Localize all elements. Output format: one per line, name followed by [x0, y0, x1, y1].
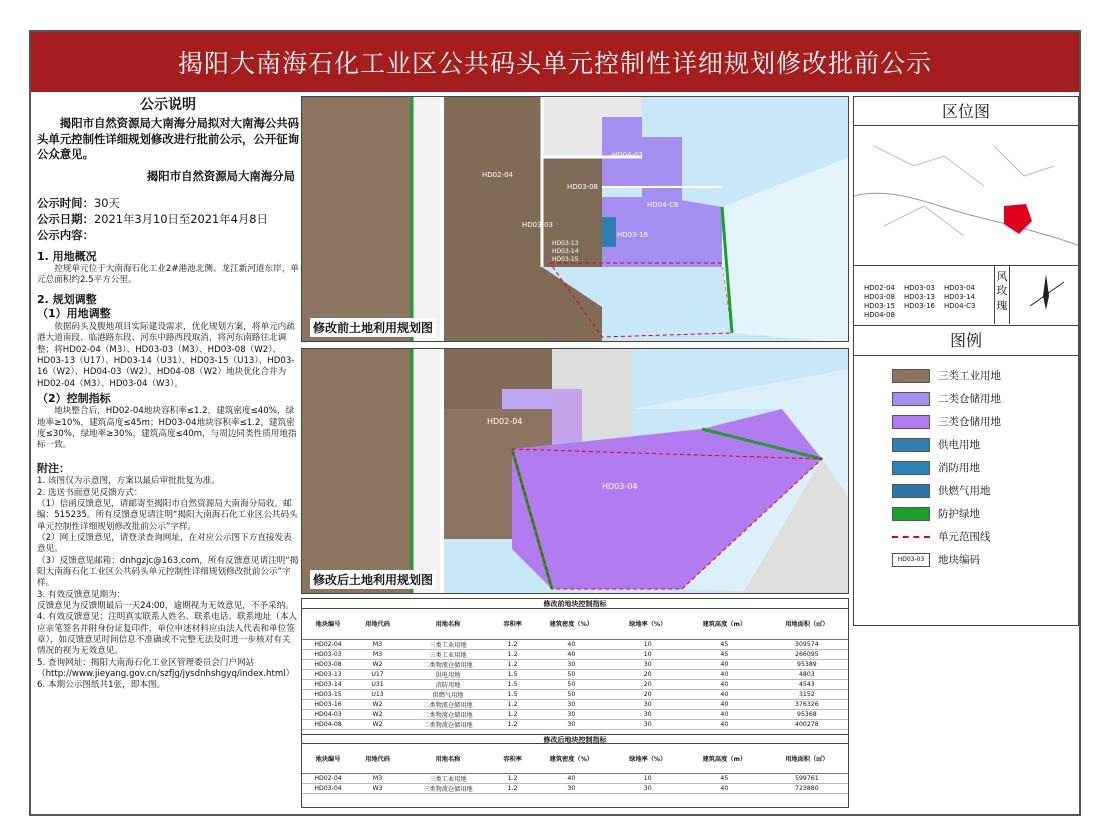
legend — [853, 356, 1079, 626]
section-2-2-title: （2）控制指标 — [37, 391, 111, 405]
table-cell: 50 — [530, 689, 612, 699]
table-cell: 40 — [683, 709, 766, 719]
legend-item — [854, 433, 1078, 456]
table-cell: W2 — [354, 709, 401, 719]
table-cell: 40 — [683, 784, 766, 794]
table-cell: 20 — [612, 679, 683, 689]
location-code: HD04-C3 — [944, 302, 976, 310]
table-cell: 1.2 — [495, 709, 530, 719]
table-cell: 30 — [530, 719, 612, 729]
table-cell: 45 — [683, 639, 766, 649]
table-cell: W2 — [354, 659, 401, 669]
table-cell: 1.5 — [495, 669, 530, 679]
legend-label: 二类仓储用地 — [938, 393, 1001, 405]
map-before-label: HD03-14 — [552, 248, 579, 255]
legend-swatch — [892, 438, 930, 452]
table-cell: 1.2 — [495, 659, 530, 669]
map-after-label: HD03-04 — [602, 482, 638, 491]
location-code: HD04-08 — [864, 311, 895, 319]
table-cell: HD03-04 — [302, 784, 354, 794]
legend-label: 供燃气用地 — [938, 485, 991, 497]
legend-swatch — [892, 369, 930, 383]
table-header-cell: 容积率 — [495, 744, 530, 774]
table-after — [302, 744, 848, 795]
table-cell: U17 — [354, 669, 401, 679]
table-cell: 二类物流仓储用地 — [401, 699, 495, 709]
table-cell: 30 — [612, 784, 683, 794]
table-cell: 95389 — [766, 659, 848, 669]
table-cell: 二类物流仓储用地 — [401, 719, 495, 729]
legend-swatch — [892, 507, 930, 521]
table-row — [302, 659, 848, 669]
legend-item — [854, 479, 1078, 502]
table-row — [302, 784, 848, 794]
location-code: HD03-04 — [944, 284, 975, 292]
table-before-title: 修改前地块控制指标 — [302, 599, 848, 609]
table-cell: 30 — [612, 659, 683, 669]
legend-item — [854, 548, 1078, 571]
table-cell: 30 — [612, 699, 683, 709]
table-cell: HD03-14 — [302, 679, 354, 689]
map-before-caption: 修改前土地利用规划图 — [310, 318, 436, 337]
table-cell: 三类工业用地 — [401, 774, 495, 784]
maps-column — [301, 96, 849, 594]
table-cell: 10 — [612, 649, 683, 659]
section-1-title: 1. 用地概况 — [37, 249, 97, 263]
table-cell: 二类物流仓储用地 — [401, 709, 495, 719]
table-cell: M3 — [354, 639, 401, 649]
legend-swatch — [892, 461, 930, 475]
map-before-label: HD03-08 — [567, 183, 598, 191]
note-item: 反馈意见为反馈期最后一天24:00，逾期视为无效意见，不予采纳。 — [37, 601, 294, 612]
notice-period: 公示时间：30天 — [37, 195, 120, 210]
note-item: 6. 本期公示图纸共1张，即本图。 — [37, 680, 166, 691]
table-header-cell: 用地面积（㎡） — [766, 609, 848, 639]
section-1-text: 控规单元位于大南海石化工业2#港池北侧、龙江新河道东岸，单元总面积约2.5平方公里。 — [37, 264, 299, 286]
table-cell: 376326 — [766, 699, 848, 709]
table-cell: 723880 — [766, 784, 848, 794]
table-cell: 40 — [683, 699, 766, 709]
wind-rose-icon — [1016, 266, 1076, 324]
table-cell: HD03-03 — [302, 649, 354, 659]
table-header-cell: 用地名称 — [401, 744, 495, 774]
legend-label: 供电用地 — [938, 439, 980, 451]
table-cell: 10 — [612, 639, 683, 649]
legend-item — [854, 387, 1078, 410]
note-item: （1）信函反馈意见，请邮寄至揭阳市自然资源局大南海分局收，邮编：515235。所有反馈意见请注明“揭阳大南海石化工业区公共码头单元控制性详细规划修改批前公示”字样。 — [37, 498, 298, 532]
table-cell: 50 — [530, 679, 612, 689]
table-row — [302, 719, 848, 729]
table-cell: W2 — [354, 699, 401, 709]
legend-label: 单元范围线 — [938, 531, 991, 543]
section-2-2-text: 地块整合后，HD02-04地块容积率≤1.2，建筑密度≤40%，绿地率≥10%，建筑高度≤45m；HD03-04地块容积率≤1.2，建筑密度≤30%，绿地率≥30%，建筑高度≤40m，与周边同类性质用地指标一致。 — [37, 406, 297, 451]
section-2-1-text: 依据码头及腹地项目实际建设需求，优化规划方案，将单元内疏港大道南段、临港路东段、河东中路西段取消，将河东南路往北调整；将HD02-04（M3）、HD03-03（M3）、HD03-08（W2）、HD03-13（U17）、HD03-14（U31）、HD03-15（U13）、HD03-16（W2）、HD04-03（W2）、HD04-08（W2）地块优化合并为HD02-04（M3）、HD03-04（W3）。 — [37, 321, 295, 389]
table-cell: 三类物流仓储用地 — [401, 784, 495, 794]
legend-label: 消防用地 — [938, 462, 980, 474]
notice-date: 公示日期：2021年3月10日至2021年4月8日 — [37, 211, 268, 226]
table-cell: 40 — [530, 774, 612, 784]
notes-list — [37, 476, 299, 692]
table-cell: 400278 — [766, 719, 848, 729]
map-before-label: HD02-04 — [482, 171, 513, 179]
location-code-grid — [864, 284, 984, 319]
table-row — [302, 774, 848, 784]
table-cell: 10 — [612, 774, 683, 784]
table-cell: 309574 — [766, 639, 848, 649]
table-cell: 40 — [530, 649, 612, 659]
legend-item — [854, 525, 1078, 548]
table-cell: 1.2 — [495, 639, 530, 649]
map-before-label: HD04-C8 — [647, 201, 679, 209]
map-after-caption: 修改后土地利用规划图 — [310, 570, 436, 589]
map-after-label: HD02-04 — [487, 417, 523, 426]
table-header-cell: 建筑密度（%） — [530, 744, 612, 774]
map-before-label: HD03-16 — [617, 231, 648, 239]
table-cell: HD02-04 — [302, 774, 354, 784]
section-2-title: 2. 规划调整 — [37, 292, 97, 306]
legend-label: 防护绿地 — [938, 508, 980, 520]
table-cell: 40 — [683, 659, 766, 669]
table-row — [302, 649, 848, 659]
location-code: HD03-03 — [904, 284, 935, 292]
notice-heading: 公示说明 — [140, 97, 196, 113]
map-before-label: HD03-03 — [522, 221, 553, 229]
table-header-cell: 地块编号 — [302, 744, 354, 774]
legend-swatch — [892, 484, 930, 498]
table-cell: 1.2 — [495, 649, 530, 659]
table-cell: 1.2 — [495, 774, 530, 784]
notice-board — [29, 30, 1081, 816]
legend-item — [854, 502, 1078, 525]
notice-intro: 揭阳市自然资源局大南海分局拟对大南海公共码头单元控制性详细规划修改进行批前公示，公开征询公众意见。 — [37, 116, 299, 162]
table-cell: 45 — [683, 649, 766, 659]
table-cell: 95368 — [766, 709, 848, 719]
location-code: HD03-13 — [904, 293, 935, 301]
table-cell: 45 — [683, 774, 766, 784]
table-cell: 3152 — [766, 689, 848, 699]
table-cell: 599761 — [766, 774, 848, 784]
banner-title: 揭阳大南海石化工业区公共码头单元控制性详细规划修改批前公示 — [31, 32, 1079, 92]
legend-label: 地块编码 — [938, 554, 980, 566]
location-map — [853, 126, 1079, 266]
table-cell: 供燃气用地 — [401, 689, 495, 699]
note-item: 4. 有效反馈意见：注明真实联系人姓名、联系电话、联系地址（本人应亲笔签名并附身份证复印件，单位申述材料应由法人代表和单位签章），如反馈意见时间信息不准确或不完整无法及时进一步核对有关情况的视为无效意见。 — [37, 612, 298, 657]
table-cell: 30 — [530, 784, 612, 794]
table-row — [302, 669, 848, 679]
note-item: 2. 选送书面意见反馈方式： — [37, 487, 143, 498]
table-cell: 三类工业用地 — [401, 649, 495, 659]
note-item: 1. 该图仅为示意图，方案以最后审批批复为准。 — [37, 476, 220, 487]
table-cell: 20 — [612, 669, 683, 679]
table-cell: HD03-08 — [302, 659, 354, 669]
table-cell: 30 — [530, 709, 612, 719]
table-cell: 三类工业用地 — [401, 639, 495, 649]
table-cell: 40 — [530, 639, 612, 649]
table-cell: M3 — [354, 774, 401, 784]
notice-column — [37, 96, 299, 808]
table-cell: M3 — [354, 649, 401, 659]
table-cell: 1.2 — [495, 784, 530, 794]
map-before-label: HD03-13 — [552, 240, 579, 247]
table-header-cell: 地块编号 — [302, 609, 354, 639]
location-code: HD03-14 — [944, 293, 975, 301]
note-item: （3）反馈意见邮箱：dnhgzjc@163.com，所有反馈意见请注明“揭阳大南海石化工业区公共码头单元控制性详细规划修改批前公示”字样。 — [37, 555, 299, 589]
map-after — [301, 348, 849, 594]
table-cell: 30 — [530, 659, 612, 669]
table-row — [302, 639, 848, 649]
table-cell: W2 — [354, 719, 401, 729]
table-cell: HD04-03 — [302, 709, 354, 719]
table-cell: 40 — [683, 679, 766, 689]
table-cell: HD03-16 — [302, 699, 354, 709]
table-header-cell: 用地面积（㎡） — [766, 744, 848, 774]
table-cell: HD03-15 — [302, 689, 354, 699]
location-code: HD02-04 — [864, 284, 895, 292]
table-cell: 40 — [683, 719, 766, 729]
notice-content-label: 公示内容： — [37, 227, 94, 242]
map-before-label: HD04-03 — [612, 151, 643, 159]
table-cell: 4543 — [766, 679, 848, 689]
table-header-cell: 容积率 — [495, 609, 530, 639]
legend-heading: 图例 — [853, 326, 1079, 356]
table-cell: 1.5 — [495, 689, 530, 699]
indicator-tables — [301, 598, 849, 808]
notice-org: 揭阳市自然资源局大南海分局 — [146, 168, 295, 183]
table-cell: 30 — [612, 709, 683, 719]
table-after-title: 修改后地块控制指标 — [302, 734, 848, 744]
table-row — [302, 709, 848, 719]
table-cell: 50 — [530, 669, 612, 679]
note-item: 5. 查询网址：揭阳大南海石化工业区管理委员会门户网站（http://www.jieyang.gov.cn/szfjg/jysdnhshgyq/index.html） — [37, 657, 295, 680]
legend-item — [854, 364, 1078, 387]
table-header-cell: 用地代码 — [354, 744, 401, 774]
table-cell: 1.2 — [495, 719, 530, 729]
legend-item — [854, 410, 1078, 433]
map-before-label: HD03-15 — [552, 256, 579, 263]
legend-swatch — [892, 392, 930, 406]
table-row — [302, 689, 848, 699]
table-cell: HD02-04 — [302, 639, 354, 649]
table-cell: 266095 — [766, 649, 848, 659]
table-cell: 1.5 — [495, 679, 530, 689]
location-code: HD03-15 — [864, 302, 895, 310]
legend-item — [854, 456, 1078, 479]
map-after-drawing — [302, 349, 849, 594]
map-before — [301, 96, 849, 342]
table-header-cell: 建筑高度（m） — [683, 609, 766, 639]
table-header-cell: 用地代码 — [354, 609, 401, 639]
notes-title: 附注： — [37, 461, 70, 475]
note-item: （2）网上反馈意见，请登录查询网址，在对应公示图下方直接发表意见。 — [37, 533, 292, 555]
table-cell: 40 — [683, 689, 766, 699]
legend-label: 三类工业用地 — [938, 370, 1001, 382]
location-code: HD03-16 — [904, 302, 935, 310]
legend-label: 三类仓储用地 — [938, 416, 1001, 428]
table-cell: 40 — [683, 669, 766, 679]
table-cell: 30 — [530, 699, 612, 709]
location-code: HD03-08 — [864, 293, 895, 301]
table-before — [302, 609, 848, 730]
table-cell: U13 — [354, 689, 401, 699]
table-cell: U31 — [354, 679, 401, 689]
map-before-drawing — [302, 97, 849, 342]
location-map-drawing — [854, 126, 1079, 266]
table-cell: 消防用地 — [401, 679, 495, 689]
table-cell: HD03-13 — [302, 669, 354, 679]
legend-line-swatch — [892, 536, 930, 538]
legend-swatch — [892, 415, 930, 429]
wind-rose-label: 风玫瑰 — [994, 266, 1010, 324]
table-row — [302, 699, 848, 709]
note-item: 3. 有效反馈意见期为： — [37, 589, 126, 600]
table-header-cell: 用地名称 — [401, 609, 495, 639]
location-codes — [853, 266, 1079, 326]
side-column — [853, 96, 1079, 626]
table-cell: 二类物流仓储用地 — [401, 659, 495, 669]
table-row — [302, 679, 848, 689]
table-cell: 30 — [612, 719, 683, 729]
table-cell: W3 — [354, 784, 401, 794]
table-cell: 1.2 — [495, 699, 530, 709]
location-heading: 区位图 — [853, 96, 1079, 126]
table-cell: 4803 — [766, 669, 848, 679]
table-cell: HD04-08 — [302, 719, 354, 729]
table-header-cell: 绿地率（%） — [612, 609, 683, 639]
table-header-cell: 建筑密度（%） — [530, 609, 612, 639]
table-header-cell: 建筑高度（m） — [683, 744, 766, 774]
table-header-cell: 绿地率（%） — [612, 744, 683, 774]
legend-code-swatch: HD03-03 — [892, 553, 930, 567]
section-2-1-title: （1）用地调整 — [37, 307, 111, 321]
table-cell: 供电用地 — [401, 669, 495, 679]
table-cell: 20 — [612, 689, 683, 699]
